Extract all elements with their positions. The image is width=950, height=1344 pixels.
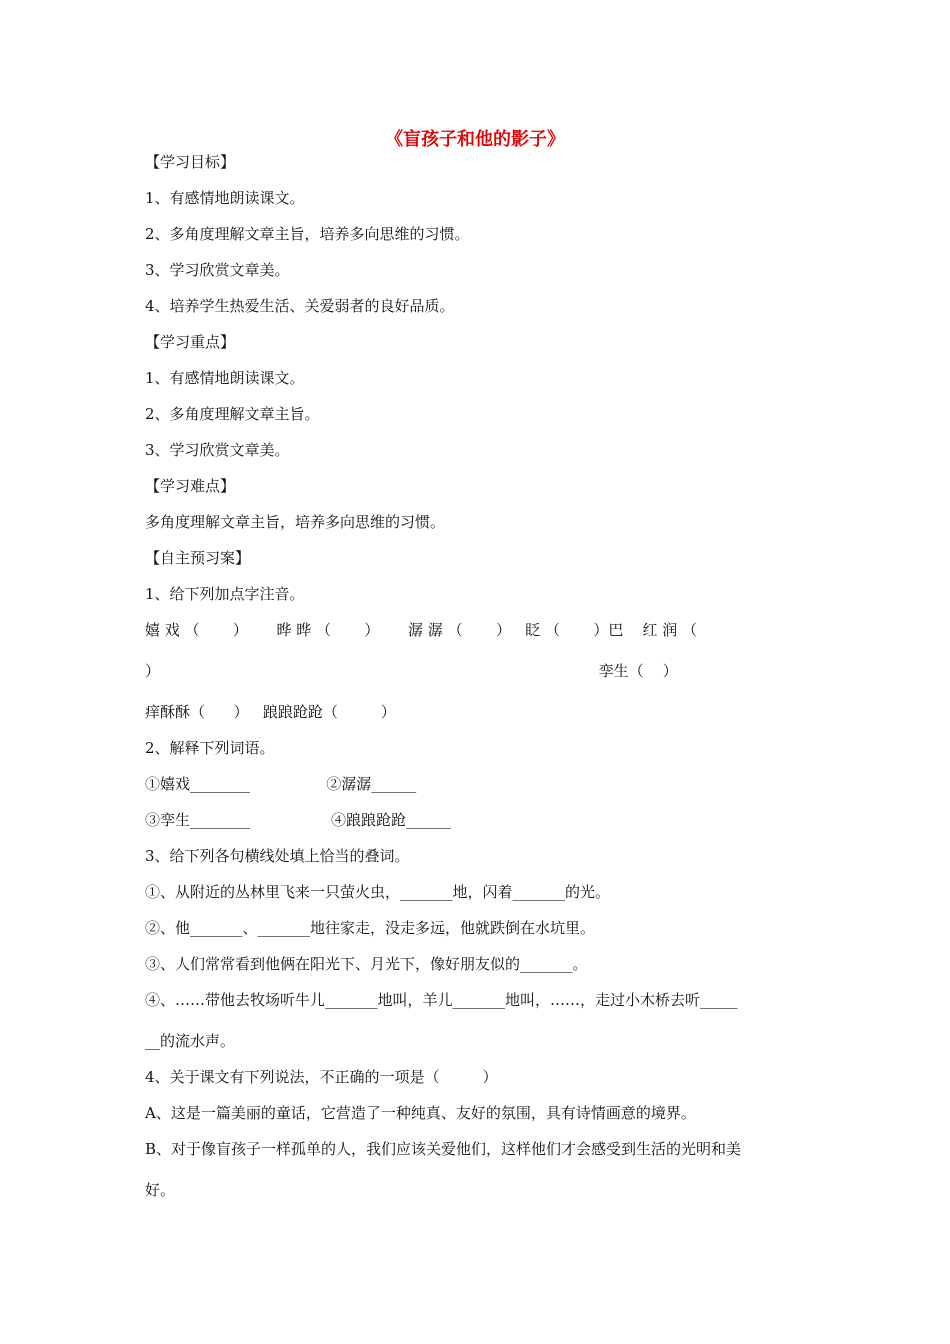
option-a: A、这是一篇美丽的童话，它营造了一种纯真、友好的氛围，具有诗情画意的境界。 [145, 1104, 696, 1122]
pinyin-row-1: 嬉 戏 （ ） 晔 晔 （ ） 潺 潺 （ ） 眨 （ ）巴 红 润 （ [145, 621, 698, 639]
difficulty-item: 多角度理解文章主旨，培养多向思维的习惯。 [145, 513, 446, 531]
key-point-item: 1、有感情地朗读课文。 [145, 369, 305, 387]
option-b: B、对于像盲孩子一样孤单的人，我们应该关爱他们，这样他们才会感受到生活的光明和美 [145, 1140, 742, 1158]
fill-sentence-1: ①、从附近的丛林里飞来一只萤火虫，_______地，闪着_______的光。 [145, 883, 611, 901]
goal-item: 4、培养学生热爱生活、关爱弱者的良好品质。 [145, 297, 455, 315]
question-1: 1、给下列加点字注音。 [145, 585, 305, 603]
section-heading-difficulties: 【学习难点】 [145, 477, 236, 495]
option-b-cont: 好。 [145, 1181, 176, 1199]
section-heading-preview: 【自主预习案】 [145, 549, 251, 567]
section-heading-key-points: 【学习重点】 [145, 333, 236, 351]
fill-sentence-4: ④、……带他去牧场听牛儿_______地叫，羊儿_______地叫，……，走过小木桥去听_____ [145, 991, 738, 1009]
fill-sentence-3: ③、人们常常看到他俩在阳光下、月光下，像好朋友似的_______。 [145, 955, 588, 973]
section-heading-goals: 【学习目标】 [145, 153, 236, 171]
vocab-row-2: ③孪生________ ④踉踉跄跄______ [145, 811, 452, 829]
key-point-item: 2、多角度理解文章主旨。 [145, 405, 320, 423]
goal-item: 2、多角度理解文章主旨，培养多向思维的习惯。 [145, 225, 470, 243]
document-title: 《盲孩子和他的影子》 [385, 129, 565, 150]
vocab-row-1: ①嬉戏________ ②潺潺______ [145, 775, 417, 793]
pinyin-row-2: ） 孪生（ ） [145, 662, 678, 680]
key-point-item: 3、学习欣赏文章美。 [145, 441, 290, 459]
goal-item: 3、学习欣赏文章美。 [145, 261, 290, 279]
question-3: 3、给下列各句横线处填上恰当的叠词。 [145, 847, 410, 865]
goal-item: 1、有感情地朗读课文。 [145, 189, 305, 207]
question-2: 2、解释下列词语。 [145, 739, 275, 757]
question-4: 4、关于课文有下列说法，不正确的一项是（ ） [145, 1068, 498, 1086]
fill-sentence-4-cont: __的流水声。 [145, 1032, 236, 1050]
pinyin-row-3: 痒酥酥（ ） 踉踉跄跄（ ） [145, 703, 396, 721]
fill-sentence-2: ②、他_______、_______地往家走，没走多远，他就跌倒在水坑里。 [145, 919, 596, 937]
